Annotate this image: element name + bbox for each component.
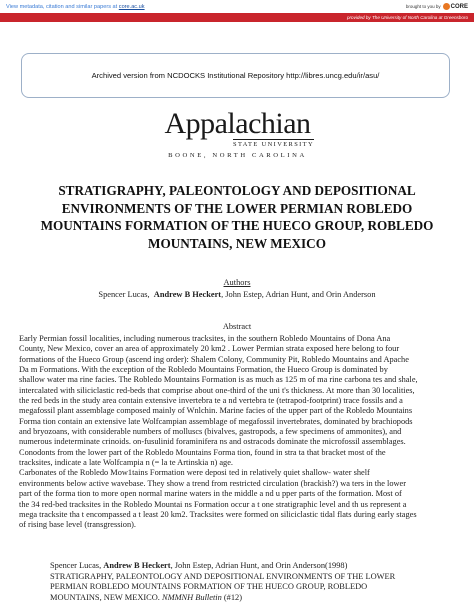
abstract-line: of rising base level (transgression). [19,520,137,530]
citation-line-2: STRATIGRAPHY, PALEONTOLOGY AND DEPOSITIONAL ENVIRONMENTS OF THE LOWER [50,571,396,581]
abstract-line: mega tracksite tha t encompassed a t least 20 km2. Tracksites were formed on siliciclastic tidal flats during early stages [19,509,417,519]
abstract-line: formations of the Hueco Group (ascend ing order): Shalem Colony, Community Pit, Robledo Mountains and Apache [19,354,409,364]
abstract-line: part of the forma tion to more open normal marine waters in the middle a nd u pper parts of the formation. Most of [19,489,402,499]
citation-line-4-prefix: MOUNTAINS, NEW MEXICO. [50,592,162,602]
abstract-line: environments below active wavebase. They show a trend from restricted circulation (brackish?) wa ters in the lower [19,478,406,488]
abstract-line: the 34 red-bed tracksites in the Robledo Mountai ns Formation occur a t one stratigraphic level and th us represent a [19,499,407,509]
archive-notice-box [21,53,450,98]
abstract-line: numerous indeterminate crinoids. on-fusulinid foraminifera ns and ostracods dominate the microfossil assemblages. [19,437,406,447]
abstract-line: Conodonts from the lower part of the Robledo Mountains Forma tion, found in stra ta that bracket most of the [19,447,386,457]
abstract-line: the red beds in the study area contain extensive invertebra te a nd vertebra te (tetrapod-footprint) trace fossils and a [19,396,403,406]
core-logo-icon [443,3,450,10]
logo-subline: STATE UNIVERSITY [233,141,314,148]
core-link-prefix: View metadata, citation and similar papers at [6,3,119,10]
abstract-body [19,334,459,531]
abstract-line: Forma tion contain an extensive late Wolfcampian assemblage of megafossil invertebrates, dominated by brachiopods [19,416,413,426]
abstract-line: and bryozoans, with considerable numbers of molluscs (bivalves, gastropods, a few specimens of ammonites), and [19,427,402,437]
core-metadata-link[interactable] [6,4,145,10]
logo-subline-row [155,139,320,148]
paper-title: STRATIGRAPHY, PALEONTOLOGY AND DEPOSITIONAL ENVIRONMENTS OF THE LOWER PERMIAN ROBLEDO MOUNTAINS FORMATION OF THE HUECO GROUP, ROBLEDO MOUNTAINS, NEW MEXICO [40,183,434,251]
citation-line-1 [50,561,450,572]
abstract-line: shallow water ma rine facies. The Robledo Mountains Formation is as much as 125 m of ma rine carbona tes and shale, [19,375,418,385]
author-rest: , John Estep, Adrian Hunt, and Orin Anderson [221,290,376,299]
abstract-line: megafossil plant assemblage composed mainly of Wnlchin. Marine facies of the upper part of the Robledo Mountains [19,406,413,416]
citation-journal: NMMNH Bulletin [162,592,222,602]
logo-location: BOONE, NORTH CAROLINA [168,152,307,159]
core-provided-strip [0,13,474,22]
abstract-line: tracksites, indicate a late Wolfcampia n (= la te Artinskia n) age. [19,458,234,468]
author-first: Spencer Lucas, [98,290,150,299]
brought-by-text: brought to you by [405,4,441,9]
abstract-line: County, New Mexico, cover an area of approximately 20 km2 . Lower Permian strata exposed here belong to four [19,344,400,354]
authors-line [0,290,474,299]
citation-author-bold: Andrew B Heckert [103,561,171,570]
authors-heading-text: Authors [223,278,251,287]
abstract-heading: Abstract [222,322,252,331]
appalachian-logo [155,107,320,166]
core-banner-top [0,0,474,13]
core-logo[interactable] [443,3,468,10]
citation-block [50,561,450,603]
provided-by-text[interactable]: provided by The University of North Carolina at Greensboro [346,15,468,20]
citation-author-rest: , John Estep, Adrian Hunt, and Orin Anderson(1998) [170,561,348,570]
abstract-line: intercalated with siliciclastic red-beds that comprise about one-third of the uni t's thickness. At more than 30 localities, [19,385,415,395]
archive-notice-text: Archived version from NCDOCKS Institutional Repository http://libres.uncg.edu/ir/asu/ [91,71,380,80]
author-bold: Andrew B Heckert [153,290,222,299]
authors-heading [0,278,474,287]
citation-author-first: Spencer Lucas, [50,561,104,570]
core-link-url[interactable]: core.ac.uk [118,3,145,10]
citation-line-4 [50,593,450,604]
citation-line-4-suffix: (#12) [221,592,243,602]
core-banner [0,0,474,24]
core-brought-by [406,3,468,10]
abstract-line: Carbonates of the Robledo Mow1tains Formation were deposi ted in relatively quiet shallow- water shelf [19,468,370,478]
core-logo-text: CORE [450,3,468,10]
abstract-line: Da m Formations. With the exception of the Robledo Mountains Formation, the Hueco Group is dominated by [19,365,388,375]
citation-line-3: PERMIAN ROBLEDO MOUNTAINS FORMATION OF THE HUECO GROUP, ROBLEDO [50,582,368,592]
abstract-line: Early Permian fossil localities, including numerous tracksites, in the southern Robledo Mountains of Dona Ana [19,334,391,343]
logo-wordmark: Appalachian [164,107,311,140]
